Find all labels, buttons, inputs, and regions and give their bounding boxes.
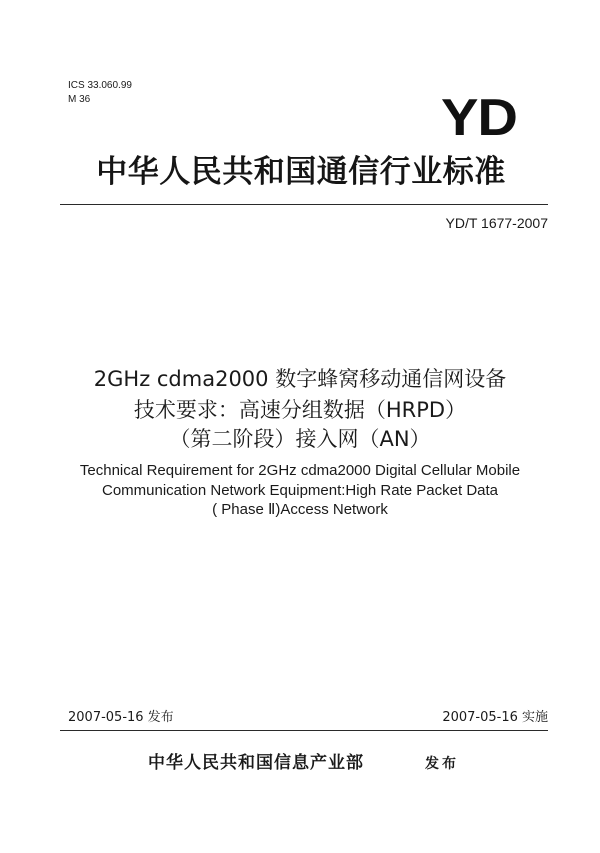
publish-label: 发布 [425, 756, 459, 772]
standard-number: YD/T 1677-2007 [445, 215, 548, 231]
english-title-line-1: Technical Requirement for 2GHz cdma2000 Digital Cellular Mobile [79, 462, 521, 479]
english-title-line-3: ( Phase Ⅱ)Access Network [212, 501, 388, 518]
chinese-title-line-1: 2GHz cdma2000 数字蜂窝移动通信网设备 [93, 367, 507, 391]
classification-code: M 36 [68, 94, 91, 105]
top-divider [60, 204, 548, 205]
english-title-line-2: Communication Network Equipment:High Rate Packet Data [101, 482, 498, 499]
issue-date: 2007-05-16 发布 [68, 710, 174, 725]
implementation-date: 2007-05-16 实施 [442, 710, 548, 725]
publisher-name: 中华人民共和国信息产业部 [148, 753, 364, 773]
chinese-title-line-2: 技术要求：高速分组数据（HRPD） [133, 398, 467, 422]
yd-logo: YD [441, 89, 517, 147]
chinese-title-line-3: （第二阶段）接入网（AN） [169, 427, 431, 451]
bottom-divider [60, 730, 548, 731]
standard-title: 中华人民共和国通信行业标准 [96, 154, 506, 190]
ics-code: ICS 33.060.99 [68, 80, 132, 91]
